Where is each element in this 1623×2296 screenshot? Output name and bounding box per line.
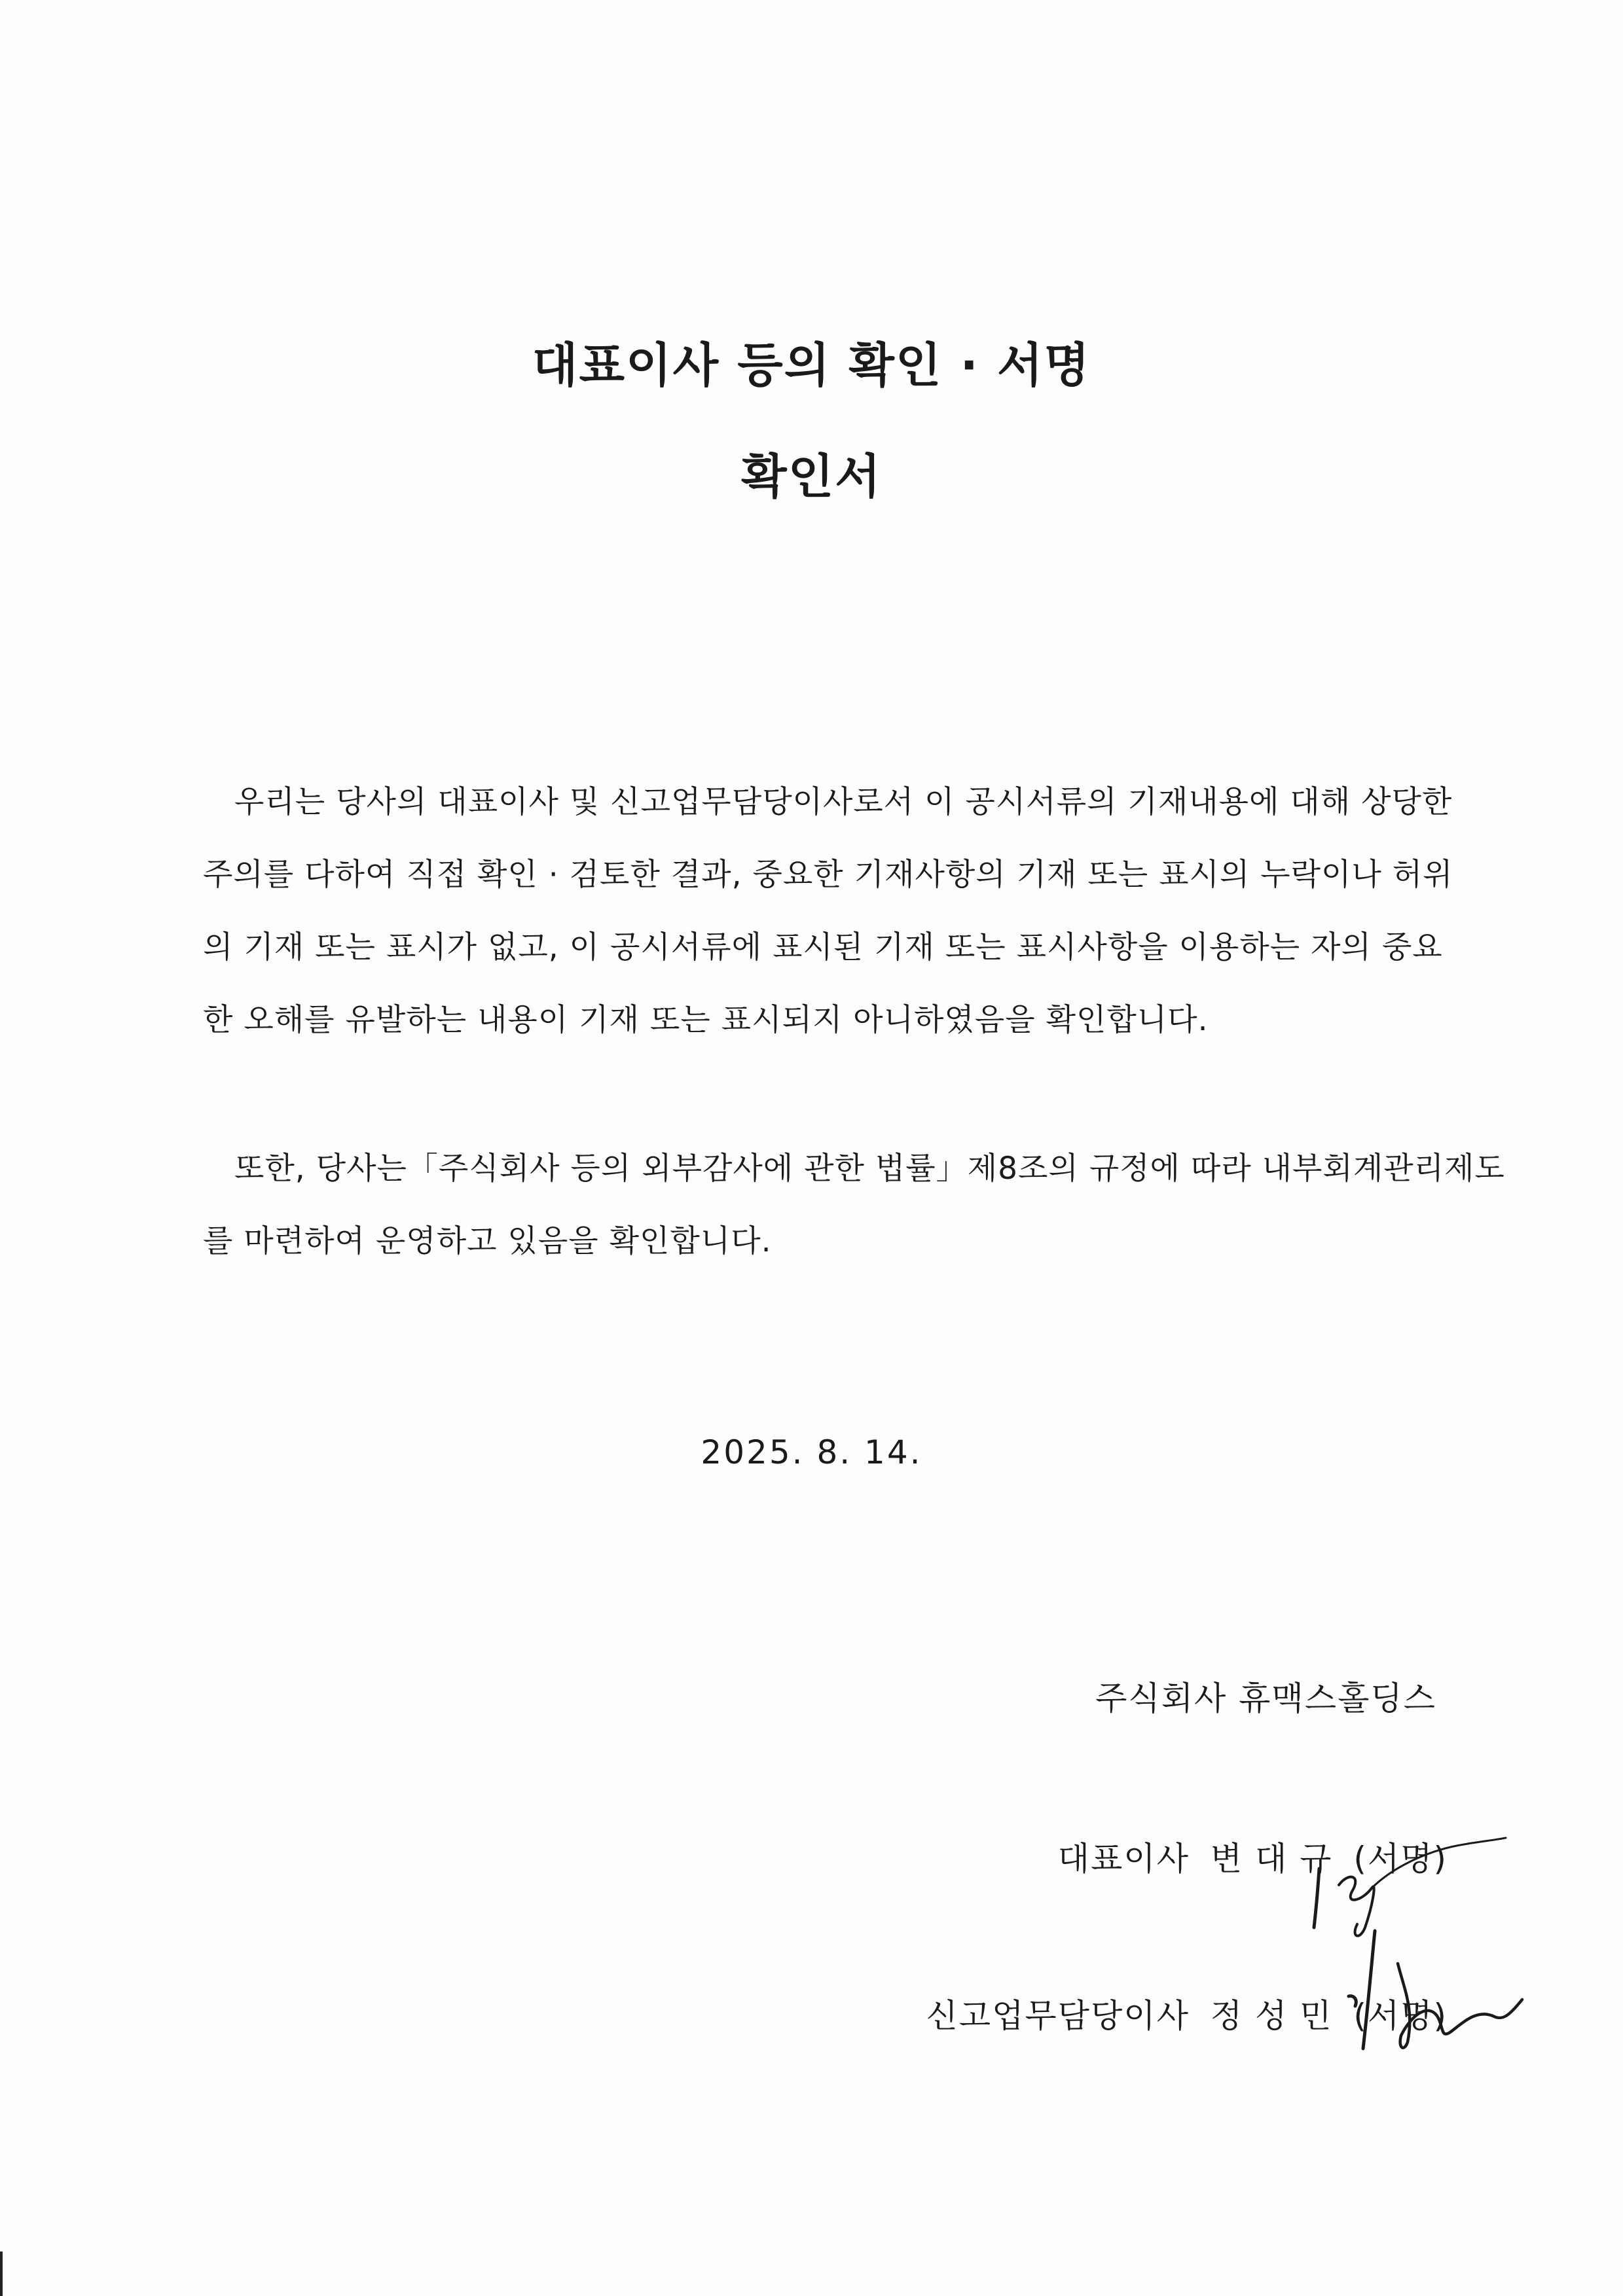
document-subtitle: 확인서 (741, 449, 882, 504)
cfo-signature-line (917, 1990, 1448, 2037)
paragraph-line: 를 마련하여 운영하고 있음을 확인합니다. (203, 1223, 772, 1259)
ceo-signature-line (1049, 1833, 1448, 1880)
ceo-sign-label: (서명) (1353, 1840, 1448, 1878)
paragraph-line: 한 오해를 유발하는 내용이 기재 또는 표시되지 아니하였음을 확인합니다. (203, 1002, 1209, 1038)
cfo-role: 신고업무담당이사 (926, 1997, 1190, 2035)
document-title: 대표이사 등의 확인 · 서명 (532, 338, 1091, 393)
paragraph-line: 주의를 다하여 직접 확인 · 검토한 결과, 중요한 기재사항의 기재 또는 표시의 누락이나 허위 (203, 857, 1453, 893)
ceo-name: 변 대 규 (1210, 1840, 1333, 1878)
document-date: 2025. 8. 14. (701, 1433, 922, 1471)
paragraph-line: 또한, 당사는「주식회사 등의 외부감사에 관한 법률」제8조의 규정에 따라 내부회계관리제도 (234, 1151, 1505, 1187)
company-name: 주식회사 휴맥스홀딩스 (1095, 1679, 1436, 1717)
paragraph-line: 우리는 당사의 대표이사 및 신고업무담당이사로서 이 공시서류의 기재내용에 대해 상당한 (234, 784, 1453, 820)
confirmation-paragraph (203, 766, 1453, 1056)
cfo-sign-label: (서명) (1353, 1997, 1448, 2035)
cfo-name: 정 성 민 (1210, 1997, 1333, 2035)
ceo-role: 대표이사 (1057, 1840, 1190, 1878)
paragraph-line: 의 기재 또는 표시가 없고, 이 공시서류에 표시된 기재 또는 표시사항을 이용하는 자의 중요 (203, 929, 1443, 965)
internal-control-paragraph (203, 1132, 1505, 1278)
scan-edge-mark (0, 2251, 3, 2296)
